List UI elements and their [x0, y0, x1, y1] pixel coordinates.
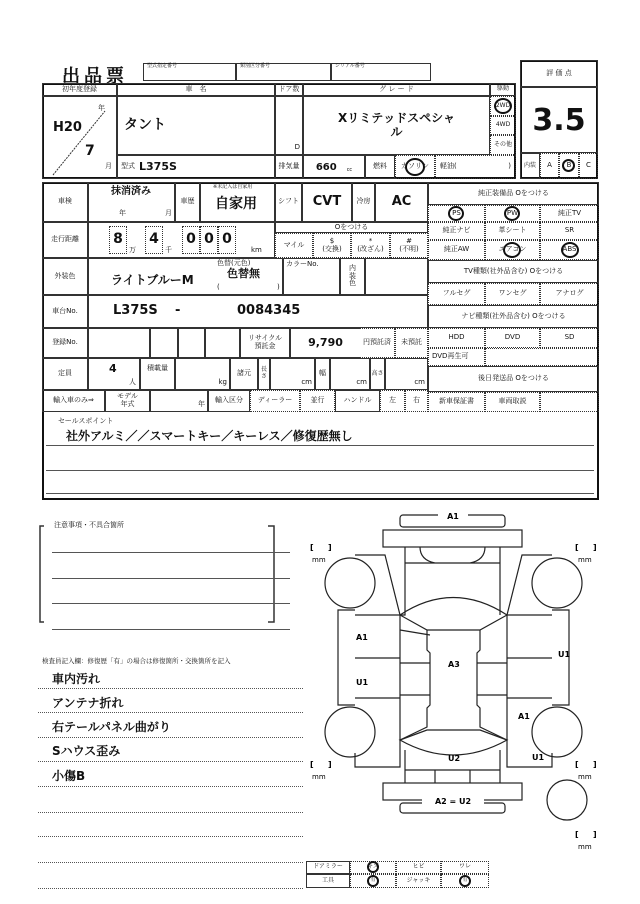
- model-row: [117, 155, 275, 179]
- mile-option[interactable]: # (不明): [390, 233, 428, 258]
- handle-right[interactable]: 右: [405, 390, 428, 412]
- later-blank: [540, 392, 599, 412]
- chassis-prefix: L375S: [113, 303, 158, 318]
- equip-pw[interactable]: PW: [485, 205, 540, 222]
- mile-option[interactable]: マイル: [275, 233, 313, 258]
- bracket-close: ]: [328, 543, 332, 552]
- mileage-digit: 0: [218, 226, 236, 254]
- man-unit: 万: [129, 246, 136, 254]
- circle-mark-icon: [504, 206, 520, 221]
- bracket-close: ]: [593, 760, 597, 769]
- height-unit: cm: [385, 358, 428, 390]
- name-label: 車 名: [117, 83, 275, 96]
- equip-ps[interactable]: PS: [428, 205, 485, 222]
- bracket-open: [: [310, 543, 314, 552]
- equip-tv[interactable]: 純正TV: [540, 205, 599, 222]
- drive-2wd[interactable]: 2WD: [490, 96, 516, 116]
- load-unit: kg: [175, 358, 230, 390]
- circle-mark-icon: [562, 159, 575, 172]
- inspector-note: 小傷B: [52, 769, 86, 783]
- bracket-open: [: [575, 543, 579, 552]
- handle-left[interactable]: 左: [380, 390, 405, 412]
- wheel-rear-left: [325, 707, 375, 757]
- front-bumper: [383, 530, 522, 547]
- mile-option[interactable]: $ (交換): [313, 233, 351, 258]
- bracket-open: [: [310, 760, 314, 769]
- mileage-digit: 0: [182, 226, 200, 254]
- mark-right-rear-wheel: U1: [532, 753, 545, 762]
- mark-roof: A3: [448, 660, 460, 669]
- interior-color-label: 内装色: [340, 258, 365, 295]
- navi-sd[interactable]: SD: [540, 328, 599, 348]
- mark-right-rear: A1: [518, 712, 530, 721]
- length-label: 長さ: [258, 358, 270, 390]
- recolor-label: 色替(元色): [217, 259, 251, 267]
- later-title: 後日発送品 Oをつける: [428, 366, 599, 392]
- navi-title: ナビ種類(社外品含む) Oをつける: [428, 305, 599, 328]
- hood: [400, 547, 500, 615]
- tv-fullseg[interactable]: フルセグ: [428, 283, 485, 305]
- door-label: ドア数: [275, 83, 303, 96]
- hood-lines: [405, 547, 500, 563]
- displacement-unit: cc: [346, 167, 353, 174]
- history-value: 自家用: [215, 196, 257, 212]
- navi-hdd[interactable]: HDD: [428, 328, 485, 348]
- note-line: [38, 688, 303, 689]
- paren-open: (: [217, 283, 220, 291]
- mm-unit: mm: [578, 556, 592, 564]
- capacity: [88, 358, 140, 390]
- height-label: 高さ: [370, 358, 385, 390]
- mm-unit: mm: [312, 773, 326, 781]
- sales-point-label: セールスポイント: [58, 417, 114, 425]
- note-line: [38, 836, 303, 837]
- shift-value: CVT: [302, 182, 352, 222]
- grade-label: グ レ ー ド: [303, 83, 490, 96]
- note-line: [38, 786, 303, 787]
- bracket-close: ]: [593, 830, 597, 839]
- reg-no-cell: [178, 328, 205, 358]
- note-line: [38, 737, 303, 738]
- circle-mark-icon: [367, 875, 379, 887]
- wheel-front-left: [325, 558, 375, 608]
- equipment-title: 純正装備品 Oをつける: [428, 182, 599, 205]
- interior-color-value: [365, 258, 428, 295]
- roof: [400, 630, 507, 740]
- model-year-label: モデル年式: [105, 390, 150, 412]
- navi-dvd[interactable]: DVD: [485, 328, 540, 348]
- caution-label: 注意事項・不具合箇所: [54, 521, 124, 529]
- fuel-gasoline[interactable]: ガソリン: [395, 155, 435, 179]
- mirror-crack[interactable]: ヒビ: [396, 861, 441, 874]
- bracket-close: ]: [593, 543, 597, 552]
- circle-mark-icon: [405, 158, 425, 176]
- sheet-title: 出品票: [62, 66, 128, 87]
- drive-4wd[interactable]: 4WD: [490, 116, 516, 135]
- mark-rear: U2: [448, 754, 461, 763]
- recycle-label: リサイクル預託金: [240, 328, 290, 358]
- right-doors: [477, 615, 552, 698]
- drive-label: 駆動: [490, 83, 516, 96]
- tv-oneseg[interactable]: ワンセグ: [485, 283, 540, 305]
- first-registration: [42, 96, 117, 179]
- jack-label: ジャッキ: [396, 874, 441, 888]
- score-value: 3.5: [520, 87, 598, 153]
- bracket-close: ]: [328, 760, 332, 769]
- month-unit: 月: [165, 209, 172, 217]
- paren-open: (: [454, 162, 457, 171]
- reg-label: 初年度登録: [42, 83, 117, 96]
- handle-label: ハンドル: [335, 390, 380, 412]
- note-line: [38, 888, 303, 889]
- person-unit: 人: [129, 378, 136, 386]
- history-note: ※未記入は自家用: [213, 184, 253, 190]
- sales-line: [46, 493, 594, 494]
- sales-line: [46, 445, 594, 446]
- color: [88, 258, 283, 295]
- year-unit: 年: [119, 209, 126, 217]
- spec-label: 諸元: [230, 358, 258, 390]
- jack-value[interactable]: 有: [441, 874, 489, 888]
- ac-label: 冷房: [352, 182, 375, 222]
- caution-bracket: [38, 524, 278, 624]
- color-label: 外装色: [42, 258, 88, 295]
- caution-line: [52, 552, 290, 553]
- sales-point-text: 社外アルミ／／スマートキー／キーレス／修復歴無し: [66, 429, 353, 443]
- chassis: [88, 295, 428, 328]
- equip-sr[interactable]: SR: [540, 222, 599, 240]
- note-line: [38, 862, 303, 863]
- length-unit: cm: [270, 358, 315, 390]
- reg-era: H20: [53, 120, 82, 135]
- inspection: [88, 182, 175, 222]
- model-value: L375S: [139, 159, 177, 173]
- import-dealer[interactable]: ディーラー: [250, 390, 300, 412]
- mark-left-rear-door: U1: [356, 678, 369, 687]
- mileage-digit: 0: [200, 226, 218, 254]
- caution-line: [52, 629, 290, 630]
- mirror-scratch[interactable]: キズ: [350, 861, 396, 874]
- tv-title: TV種類(社外品含む) Oをつける: [428, 260, 599, 283]
- interior-grade-a[interactable]: A: [540, 153, 559, 179]
- mark-left-front-door: A1: [356, 633, 368, 642]
- year-unit: 年: [98, 104, 105, 112]
- category-field: 類別区分番号: [236, 63, 331, 81]
- chassis-dash: -: [175, 303, 181, 318]
- circle-mark-icon: [494, 98, 512, 114]
- dvd-play[interactable]: DVD再生可: [428, 348, 485, 366]
- equip-abs[interactable]: ABS: [540, 240, 599, 260]
- tool-label: 工具: [306, 874, 350, 888]
- km-unit: km: [251, 246, 262, 254]
- fuel-diesel[interactable]: [435, 155, 516, 179]
- caution-line: [52, 603, 290, 604]
- recycle-value: 9,790: [290, 328, 360, 358]
- note-line: [38, 812, 303, 813]
- dvd-play-blank: [485, 348, 599, 366]
- mileage-digit: 4: [145, 226, 163, 254]
- color-no-label: カラーNo.: [283, 258, 340, 295]
- later-warranty[interactable]: 新車保証書: [428, 392, 485, 412]
- interior-label: 内装: [520, 153, 540, 179]
- score-label: 評 価 点: [520, 60, 598, 87]
- inspection-label: 車検: [42, 182, 88, 222]
- wheel-front-right: [532, 558, 582, 608]
- grade-value: Xリミテッドスペシャル: [303, 96, 490, 155]
- mileage-digit: 8: [109, 226, 127, 254]
- ac-value: AC: [375, 182, 428, 222]
- equip-aircon[interactable]: エアコン: [485, 240, 540, 260]
- mm-unit: mm: [578, 773, 592, 781]
- drive-other[interactable]: その他: [490, 135, 516, 155]
- month-unit: 月: [105, 162, 112, 170]
- tool-value[interactable]: 有: [350, 874, 396, 888]
- mm-unit: mm: [312, 556, 326, 564]
- inspector-note: アンテナ折れ: [52, 696, 124, 710]
- equip-leather[interactable]: 革シート: [485, 222, 540, 240]
- load-label: 積載量: [140, 358, 175, 390]
- tv-analog[interactable]: アナログ: [540, 283, 599, 305]
- wheel-rear-right: [532, 707, 582, 757]
- chassis-number: 0084345: [237, 303, 301, 318]
- import-type-label: 輸入区分: [208, 390, 250, 412]
- history-label: 車歴: [175, 182, 200, 222]
- type-approval-field: 型式指定番号: [143, 63, 236, 81]
- windshield: [400, 598, 507, 631]
- caution-line: [52, 578, 290, 579]
- width-unit: cm: [330, 358, 370, 390]
- inspector-label: 検査員記入欄：修復歴「有」の場合は修復箇所・交換箇所を記入: [42, 657, 231, 665]
- capacity-value: 4: [109, 362, 117, 375]
- interior-grade-b[interactable]: B: [559, 153, 579, 179]
- mileage-label: 走行距離: [42, 222, 88, 258]
- mm-unit: mm: [578, 843, 592, 851]
- mark-right-side: U1: [558, 650, 571, 659]
- car-diagram: [300, 505, 610, 895]
- equip-navi[interactable]: 純正ナビ: [428, 222, 485, 240]
- car-name: タント: [117, 96, 275, 155]
- recolor-value: 色替無: [227, 267, 260, 280]
- mark-front: A1: [447, 512, 459, 521]
- reg-no-cell: [150, 328, 178, 358]
- mark-label: Oをつける: [275, 222, 428, 233]
- sen-unit: 千: [165, 246, 172, 254]
- displacement-label: 排気量: [275, 155, 303, 179]
- circle-mark-icon: [367, 861, 379, 873]
- equip-aw[interactable]: 純正AW: [428, 240, 485, 260]
- width-label: 幅: [315, 358, 330, 390]
- mark-rear-bumper: A2 = U2: [434, 797, 472, 806]
- displacement-value: 660: [315, 161, 337, 173]
- note-line: [38, 761, 303, 762]
- note-line: [38, 712, 303, 713]
- inspector-note: 右テールパネル曲がり: [52, 720, 171, 734]
- interior-grade-c[interactable]: C: [579, 153, 598, 179]
- shift-label: シフト: [275, 182, 302, 222]
- mirror-label: ドアミラー: [306, 861, 350, 874]
- later-manual[interactable]: 車両取説: [485, 392, 540, 412]
- capacity-label: 定員: [42, 358, 88, 390]
- left-side: [338, 555, 400, 767]
- displacement: [303, 155, 365, 179]
- circle-mark-icon: [448, 206, 464, 221]
- reg-no-cell: [205, 328, 240, 358]
- diesel-label: 軽油: [440, 162, 454, 171]
- bracket-open: [: [575, 760, 579, 769]
- circle-mark-icon: [459, 875, 471, 887]
- inspector-note: 車内汚れ: [52, 672, 101, 686]
- import-parallel[interactable]: 並行: [300, 390, 335, 412]
- recycle-paid[interactable]: 円預託済: [360, 328, 395, 358]
- reg-no-label: 登録No.: [42, 328, 88, 358]
- serial-field: シリアル番号: [331, 63, 431, 81]
- right-side: [507, 555, 569, 767]
- model-label: 型式: [121, 162, 135, 171]
- reg-month: 7: [85, 143, 95, 159]
- inspection-value: 抹消済み: [111, 186, 151, 197]
- color-value: ライトブルーM: [111, 273, 194, 287]
- circle-mark-icon: [503, 242, 521, 258]
- import-label: 輸入車のみ⇒: [42, 390, 105, 412]
- spare-wheel: [547, 780, 587, 820]
- paren-close: ): [508, 162, 511, 171]
- history: [200, 182, 275, 222]
- paren-close: ): [277, 283, 280, 291]
- bracket-open: [: [575, 830, 579, 839]
- recycle-unpaid[interactable]: 未預託: [395, 328, 428, 358]
- circle-mark-icon: [561, 242, 579, 258]
- inspector-note: Sハウス歪み: [52, 744, 121, 758]
- fuel-label: 燃料: [365, 155, 395, 179]
- door-count: D: [275, 96, 303, 155]
- mile-option[interactable]: * (改ざん): [351, 233, 390, 258]
- model-year-unit: 年: [150, 390, 208, 412]
- sales-line: [46, 470, 594, 471]
- mileage: [88, 222, 275, 258]
- chassis-label: 車台No.: [42, 295, 88, 328]
- mirror-break[interactable]: ワレ: [441, 861, 489, 874]
- rear-window: [400, 730, 507, 755]
- reg-no-cell: [88, 328, 150, 358]
